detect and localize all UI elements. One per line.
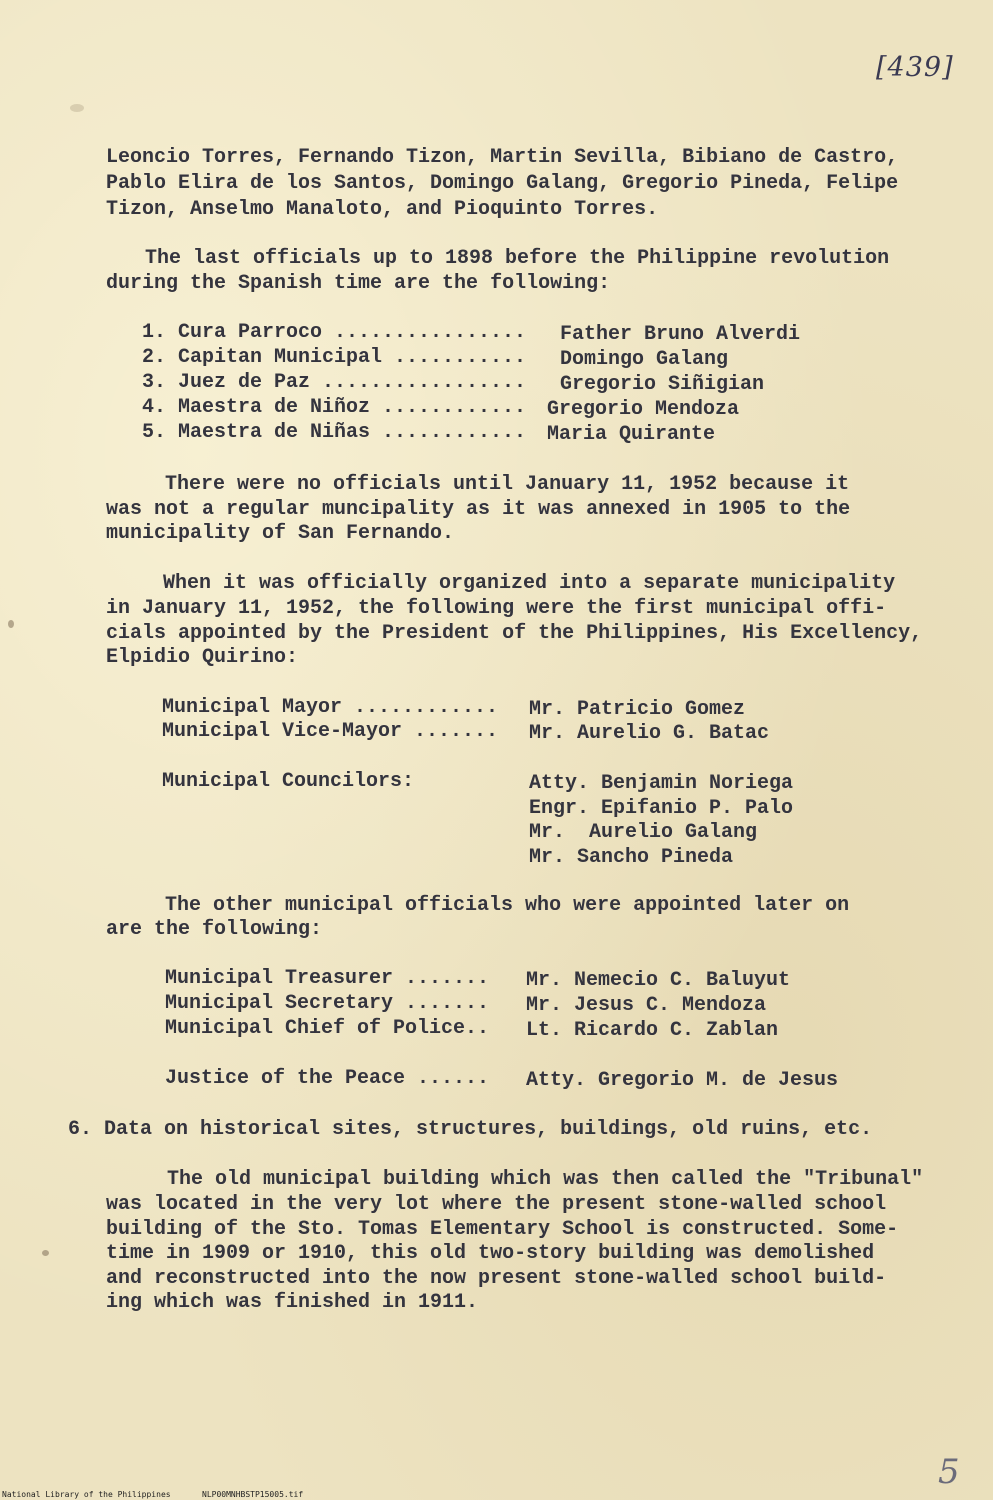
intro-line: Pablo Elira de los Santos, Domingo Galang, Gregorio Pineda, Felipe bbox=[106, 172, 899, 195]
no-officials-line: There were no officials until January 11, 1952 because it bbox=[165, 473, 850, 496]
later-official-name: Mr. Jesus C. Mendoza bbox=[526, 994, 767, 1017]
page-number: [439] bbox=[876, 52, 954, 83]
intro-line: Leoncio Torres, Fernando Tizon, Martin Sevilla, Bibiano de Castro, bbox=[106, 146, 899, 169]
spanish-official-name: Father Bruno Alverdi bbox=[560, 323, 801, 346]
spanish-official-position: 4. Maestra de Niñoz ............ bbox=[142, 396, 527, 419]
later-line: The other municipal officials who were appointed later on bbox=[165, 894, 850, 917]
tribunal-line: and reconstructed into the now present stone-walled school build- bbox=[106, 1267, 887, 1290]
no-officials-line: municipality of San Fernando. bbox=[106, 522, 455, 545]
tribunal-line: building of the Sto. Tomas Elementary School is constructed. Some- bbox=[106, 1218, 899, 1241]
councilor-name: Mr. Aurelio Galang bbox=[529, 821, 758, 844]
later-official-name: Mr. Nemecio C. Baluyut bbox=[526, 969, 791, 992]
paper-speck bbox=[70, 104, 84, 112]
first-official-name: Mr. Patricio Gomez bbox=[529, 698, 746, 721]
spanish-official-position: 5. Maestra de Niñas ............ bbox=[142, 421, 527, 444]
organized-line: When it was officially organized into a separate municipality bbox=[163, 572, 896, 595]
spanish-official-name: Maria Quirante bbox=[547, 423, 716, 446]
spanish-official-name: Gregorio Mendoza bbox=[547, 398, 740, 421]
tribunal-line: The old municipal building which was then called the "Tribunal" bbox=[167, 1168, 924, 1191]
no-officials-line: was not a regular muncipality as it was annexed in 1905 to the bbox=[106, 498, 851, 521]
organized-line: in January 11, 1952, the following were the first municipal offi- bbox=[106, 597, 887, 620]
organized-line: Elpidio Quirino: bbox=[106, 646, 299, 669]
spanish-official-name: Domingo Galang bbox=[560, 348, 729, 371]
councilor-name: Engr. Epifanio P. Palo bbox=[529, 797, 794, 820]
spanish-official-name: Gregorio Siñigian bbox=[560, 373, 765, 396]
spanish-official-position: 2. Capitan Municipal ........... bbox=[142, 346, 527, 369]
tribunal-line: time in 1909 or 1910, this old two-story building was demolished bbox=[106, 1242, 875, 1265]
paper-speck bbox=[42, 1250, 49, 1256]
councilors-label: Municipal Councilors: bbox=[162, 770, 415, 793]
intro-line: Tizon, Anselmo Manaloto, and Pioquinto Torres. bbox=[106, 198, 659, 221]
organized-line: cials appointed by the President of the Philippines, His Excellency, bbox=[106, 622, 923, 645]
footer-file: NLP00MNHBSTP15005.tif bbox=[202, 1490, 304, 1499]
later-official-position: Municipal Chief of Police.. bbox=[165, 1017, 490, 1040]
later-official-name: Lt. Ricardo C. Zablan bbox=[526, 1019, 779, 1042]
footer-library: National Library of the Philippines bbox=[2, 1490, 171, 1499]
spanish-official-position: 3. Juez de Paz ................. bbox=[142, 371, 527, 394]
councilor-name: Atty. Benjamin Noriega bbox=[529, 772, 794, 795]
spanish-para-line: during the Spanish time are the following: bbox=[106, 272, 611, 295]
later-line: are the following: bbox=[106, 918, 323, 941]
later-official-name: Atty. Gregorio M. de Jesus bbox=[526, 1069, 839, 1092]
later-official-position: Justice of the Peace ...... bbox=[165, 1067, 490, 1090]
first-official-name: Mr. Aurelio G. Batac bbox=[529, 722, 770, 745]
spanish-official-position: 1. Cura Parroco ................ bbox=[142, 321, 527, 344]
section-heading: 6. Data on historical sites, structures, buildings, old ruins, etc. bbox=[68, 1118, 873, 1141]
first-official-position: Municipal Mayor ............ bbox=[162, 696, 499, 719]
later-official-position: Municipal Secretary ....... bbox=[165, 992, 490, 1015]
paper-speck bbox=[8, 620, 14, 628]
councilor-name: Mr. Sancho Pineda bbox=[529, 846, 734, 869]
corner-mark: 5 bbox=[938, 1452, 960, 1492]
tribunal-line: ing which was finished in 1911. bbox=[106, 1291, 479, 1314]
spanish-para-line: The last officials up to 1898 before the Philippine revolution bbox=[145, 247, 890, 270]
first-official-position: Municipal Vice-Mayor ....... bbox=[162, 720, 499, 743]
later-official-position: Municipal Treasurer ....... bbox=[165, 967, 490, 990]
tribunal-line: was located in the very lot where the present stone-walled school bbox=[106, 1193, 887, 1216]
